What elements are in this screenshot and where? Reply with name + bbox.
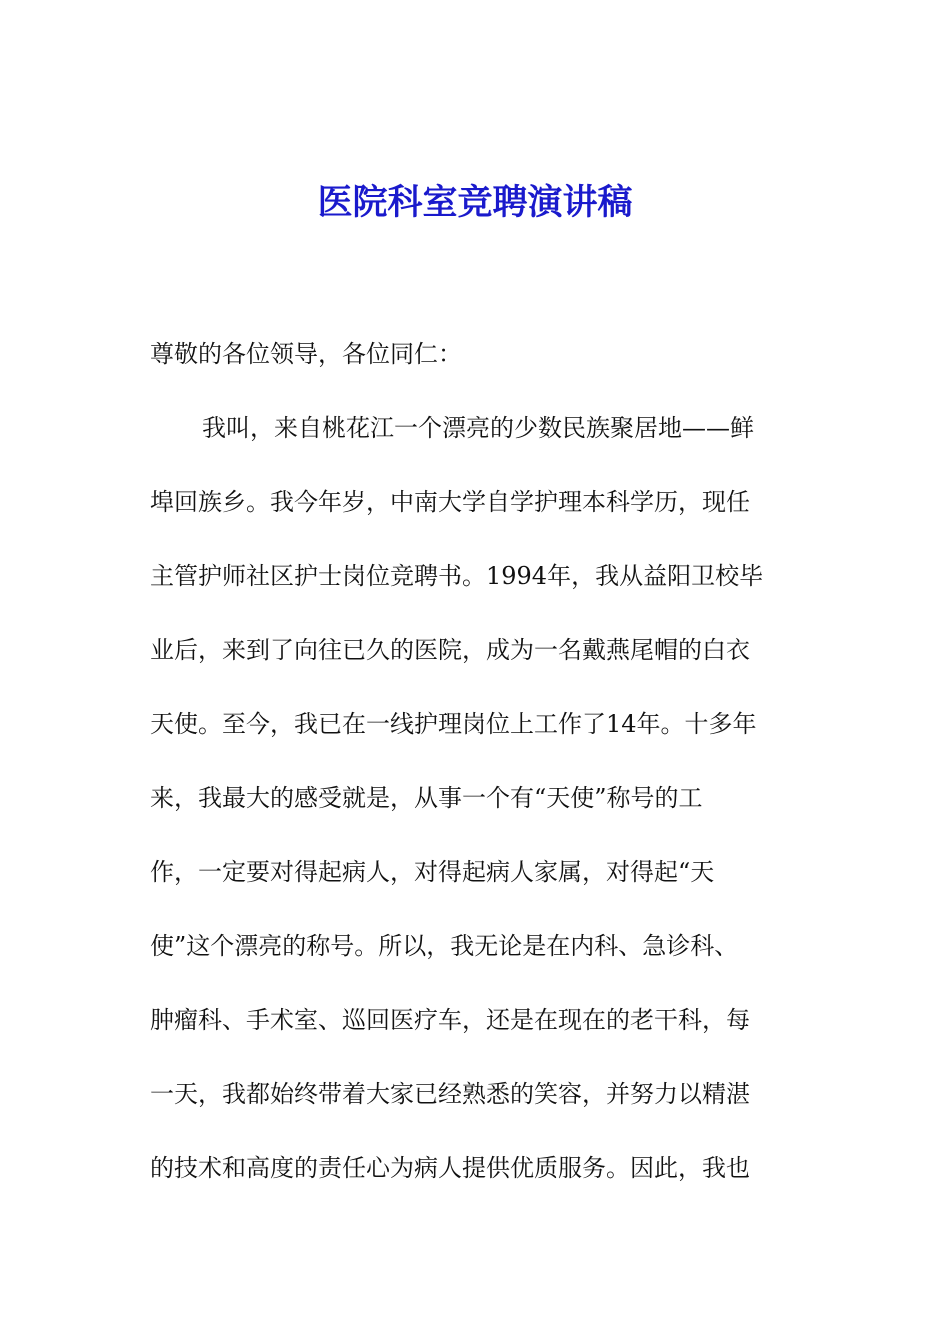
paragraph-line: 使”这个漂亮的称号。所以，我无论是在内科、急诊科、 (150, 932, 739, 960)
document-body (150, 336, 810, 1224)
paragraph-line: 肿瘤科、手术室、巡回医疗车，还是在现在的老干科，每 (150, 1006, 750, 1034)
paragraph-line: 的技术和高度的责任心为病人提供优质服务。因此，我也 (150, 1154, 750, 1182)
paragraph-line: 一天，我都始终带着大家已经熟悉的笑容，并努力以精湛 (150, 1080, 750, 1108)
paragraph-line: 来，我最大的感受就是，从事一个有“天使”称号的工 (150, 784, 703, 812)
paragraph-line: 我叫，来自桃花江一个漂亮的少数民族聚居地——鲜 (202, 414, 754, 442)
salutation-line: 尊敬的各位领导，各位同仁： (150, 340, 462, 368)
paragraph-line: 天使。至今，我已在一线护理岗位上工作了14年。十多年 (150, 710, 757, 738)
paragraph-line: 业后，来到了向往已久的医院，成为一名戴燕尾帽的白衣 (150, 636, 750, 664)
document-title: 医院科室竞聘演讲稿 (317, 182, 633, 223)
paragraph-line: 埠回族乡。我今年岁，中南大学自学护理本科学历，现任 (150, 488, 750, 516)
paragraph-line: 作，一定要对得起病人，对得起病人家属，对得起“天 (150, 858, 715, 886)
paragraph-line: 主管护师社区护士岗位竞聘书。1994年，我从益阳卫校毕 (150, 562, 764, 590)
